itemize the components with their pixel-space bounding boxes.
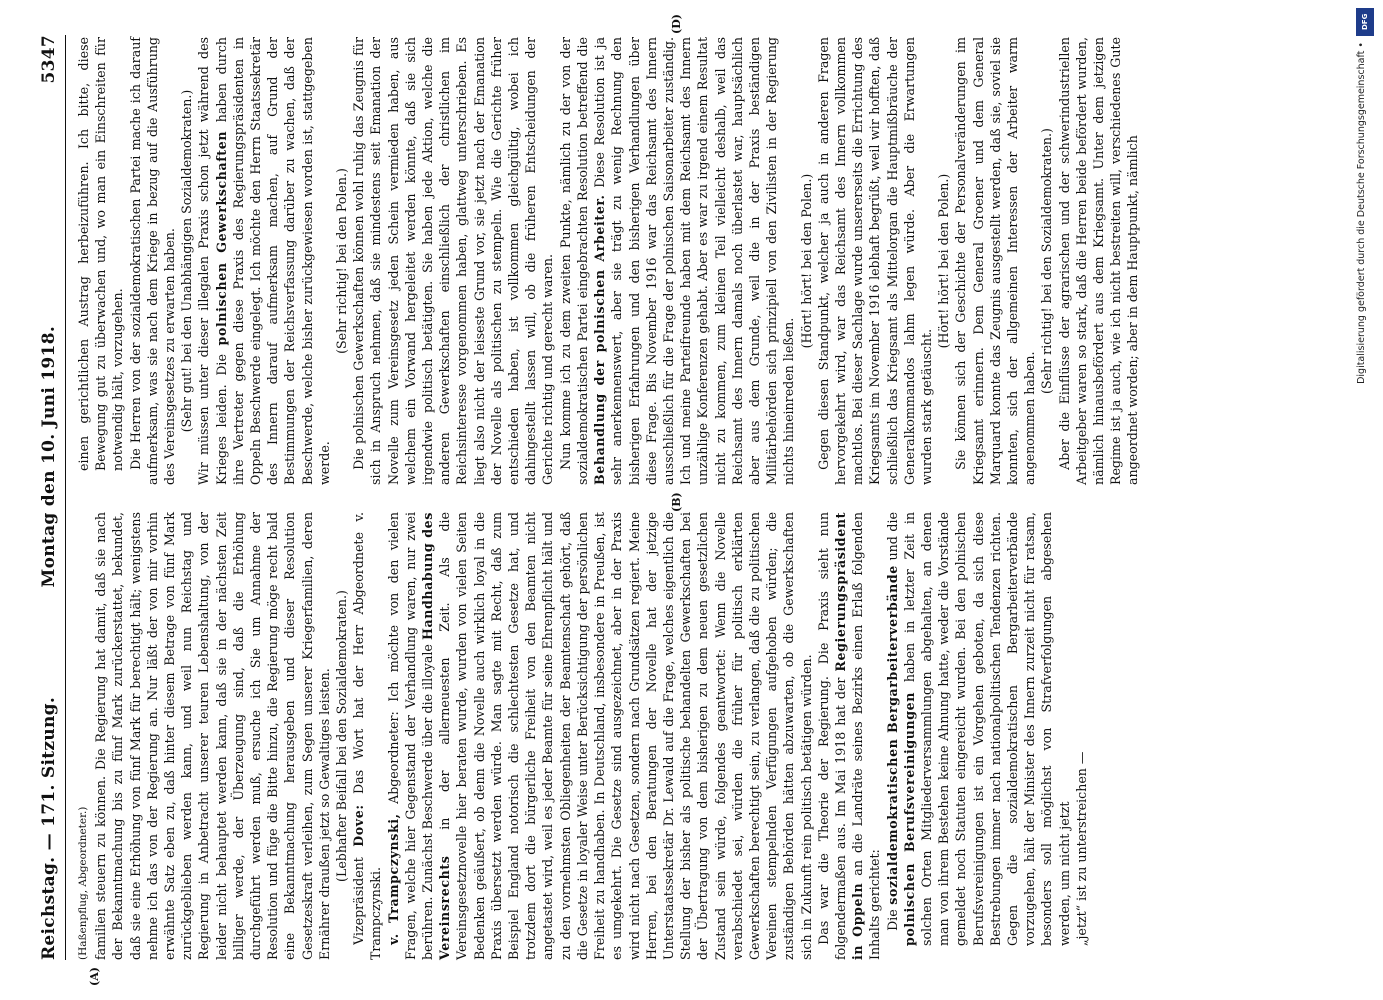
margin-mark-a: (A) (88, 967, 101, 986)
paragraph-text: Das Wort hat der Herr Abgeordnete v. Trampczynski. (351, 512, 384, 960)
paragraph-text: Nun komme ich zu dem zweiten Punkte, nämlich zu der von der sozialdemokratischen Partei eingebrachten Resolution betreffend die (557, 37, 590, 485)
paragraph-text: Die (884, 909, 900, 931)
interjection: (Lebhafter Beifall bei den Sozialdemokraten.) (334, 590, 350, 882)
speaker-role: Vizepräsident (351, 857, 367, 945)
paragraph-vice-president (350, 512, 384, 960)
header-date: Montag den 10. Juni 1918. (39, 325, 59, 588)
header-session-title: Reichstag. — 171. Sitzung. (39, 696, 59, 960)
paragraph (195, 37, 333, 485)
left-text-column (75, 512, 1090, 960)
quoted-decree (884, 512, 1073, 960)
emphasis-text: Regierungspräsident in Oppeln (832, 512, 866, 960)
paragraph: Die polnischen Gewerkschaften können wohl ruhig das Zeugnis für sich in Anspruch nehmen, daß sie mindestens seit Emanation der Novelle zum Vereinsgesetz jeden Schein vermieden haben, aus welchem ein Vorwand hergeleitet werden könnte, daß sie sich irgendwie politisch betätigten. Sie haben jede Aktion, welche die anderen Gewerkschaften einschließlich der christlichen im Reichsinteresse vorgenommen haben, glattweg unterschrieben. Es liegt also nicht der leiseste Grund vor, sie jetzt nach der Emanation der Novelle als politischen zu stempeln. Wie die Gerichte früher entschieden haben, ist vollkommen gleichgültig, wobei ich dahingestellt lassen will, ob die früheren Entscheidungen der Gerichte richtig und gerecht waren. (351, 37, 556, 485)
paragraph-text: und die (884, 512, 900, 561)
quote-footer: „jetzt“ ist zu unterstreichen — (1073, 751, 1089, 946)
speaker-name: v. Trampczynski, (385, 813, 401, 945)
margin-mark-d: (D) (670, 14, 683, 34)
speaker-name: Dove: (351, 804, 367, 847)
paragraph: einen gerichtlichen Austrag herbeizuführen. Ich bitte, diese Bewegung gut zu überwachen und, wo man ein Einschreiten für notwendig hält, vorzugehen. (76, 37, 126, 471)
paragraph-text: Wir müssen unter dieser illegalen Praxis schon jetzt während des Krieges leiden. Die (196, 37, 229, 485)
digitization-note: Digitalisierung gefördert durch die Deutsche Forschungsgemeinschaft • (1356, 42, 1367, 384)
rotated-scanned-page (30, 10, 1330, 990)
emphasis-text: Behandlung der polnischen Arbeiter. (592, 194, 608, 485)
paragraph: Gegen diesen Standpunkt, welcher ja auch in anderen Fragen hervorgekehrt wird, war das Reichsamt des Innern vollkommen machtlos. Bei dieser Sachlage wurde unsererseits die Errichtung des Kriegsamts im November 1916 lebhaft begrüßt, weil wir hofften, daß schließlich das Kriegsamt als Mittelorgan die Hauptmißbräuche der Generalkommandos lahm legen würde. Aber die Erwartungen wurden stark getäuscht. (815, 37, 934, 485)
paragraph (815, 512, 884, 960)
speaker-note: (Haßenpflug, Abgeordneter.) (77, 806, 89, 960)
margin-mark-b: (B) (670, 492, 683, 512)
interjection: (Sehr richtig! bei den Polen.) (334, 168, 350, 354)
emphasis-text: sozialdemokratischen Bergarbeiterverbände (884, 565, 900, 905)
paragraph-text: Diese Resolution ist ja sehr anerkennenswert, aber sie trägt zu wenig Rechnung den bisherigen Erfahrungen und den bisherigen Verhandlungen über diese Frage. Bis November 1916 war das Reichsamt des Innern ausschließlich für die Frage der polnischen Saisonarbeiter zuständig. Ich und meine Parteifreunde haben mit dem Reichsamt des Innern unzählige Konferenzen gehabt. Aber es war zu irgend einem Resultat nicht zu kommen, zum kleinen Teil vielleicht deshalb, weil das Reichsamt des Innern damals noch überlastet war, hauptsächlich aber aus dem Grunde, weil die in der Praxis beständigen Militärbehörden sich prinzipiell von den Zivilisten in der Regierung nichts hineinreden ließen. (592, 37, 797, 485)
paragraph-text: Abgeordneter: Ich möchte von den vielen Fragen, welche hier Gegenstand der Verhandlung waren, nur zwei berühren. Zunächst Beschwerde über die illoyale (385, 512, 436, 960)
paragraph (557, 37, 798, 485)
interjection: (Hört! hört! bei den Polen.) (936, 173, 952, 349)
interjection: (Sehr richtig! bei den Sozialdemokraten.) (1039, 128, 1055, 394)
paragraph: Aber die Einflüsse der agrarischen und der schwerindustriellen Arbeitgeber waren so stark, daß die Herren beide befördert wurden, nämlich hinausbefördert aus dem Kriegsamt. Unter dem jetzigen Regime ist ja auch, wie ich nicht bestreiten will, verschiedenes Gute angeordnet worden; aber in dem Hauptpunkt, nämlich (1056, 37, 1141, 485)
paragraph-text: Das war die Theorie der Regierung. Die Praxis sieht nun folgendermaßen aus. Im Mai 1918 hat der (815, 512, 848, 960)
paragraph: familien steuern zu können. Die Regierung hat damit, daß sie nach der Bekanntmachung bis zu fünf Mark zurückerstattet, bekundet, daß sie eine Erhöhung von fünf Mark für berechtigt hält; wenigstens nehme ich das von der Regierung an. Nur läßt der von mir vorhin erwähnte Satz eben zu, daß hinter diesem Betrage von fünf Mark zurückgeblieben werden kann, und weil nun Reichstag und Regierung in Anbetracht unserer teuren Lebenshaltung, von der leider nicht behauptet werden kann, daß sie in der nächsten Zeit billiger werde, der Überzeugung sind, daß die Erhöhung durchgeführt werden muß, ersuche ich Sie um Annahme der Resolution und füge die Bitte hinzu, die Regierung möge recht bald eine Bekanntmachung herausgeben und dieser Resolution Gesetzeskraft verleihen, zum Segen unserer Kriegerfamilien, deren Ernährer draußen jetzt so Gewaltiges leisten. (93, 512, 332, 960)
digitization-strip (1356, 8, 1374, 992)
page-number: 5347 (39, 35, 59, 84)
interjection: (Hört! hört! bei den Polen.) (798, 173, 814, 349)
paragraph-text: in der allerneuesten Zeit. Als die Vereinsgesetznovelle hier beraten wurde, wurden von vielen Seiten Bedenken geäußert, ob denn die Novelle auch wirklich loyal in die Praxis übersetzt werden würde. Man sagte mit Recht, daß zum Beispiel England notorisch die schlechtesten Gesetze hat, und trotzdem dort die bürgerliche Freiheit von den Beamten nicht angetastet wird, weil es jeder Beamte für seine Ehrenpflicht hält und zu den vornehmsten Obliegenheiten der Beamtenschaft gehört, daß die Gesetze in loyaler Weise unter Berücksichtigung der persönlichen Freiheit zu handhaben. In Deutschland, insbesondere in Preußen, ist es umgekehrt. Die Gesetze sind ausgezeichnet, aber in der Praxis wird nicht nach Gesetzen, sondern nach Grundsätzen regiert. Meine Herren, bei den Beratungen der Novelle hat der jetzige Unterstaatssekretär Dr. Lewald auf die Frage, welches eigentlich die Stellung der bisher als politische behandelten Gewerkschaften bei der Übertragung von dem bisherigen zu dem neuen gesetzlichen Zustand sein würde, folgendes geantwortet: Wenn die Novelle verabschiedet sei, würden die früher für politisch erklärten Gewerkschaften berechtigt sein, zu verlangen, daß die zu politischen Vereinen stempelnden Verfügungen aufgehoben würden; die zuständigen Behörden hätten abzuwarten, ob die Gewerkschaften sich in Zukunft rein politisch betätigen würden. (437, 512, 814, 960)
paragraph-speech (385, 512, 815, 960)
dfg-logo-icon: DFG (1356, 8, 1374, 36)
paragraph: Sie können sich der Geschichte der Personalveränderungen im Kriegsamt erinnern. Dem General Groener und dem General Marquard konnte das Zeugnis ausgestellt werden, daß sie, soviel sie konnten, sich der allgemeinen Interessen der Arbeiter warm angenommen haben. (953, 37, 1038, 485)
paragraph-text: haben in letzter Zeit in solchen Orten Mitgliederversammlungen abgehalten, an denen man von ihrem Bestehen keine Ahnung hatte, weder die Vorstände gemeldet noch Statuten eingereicht wurden. Bei den polnischen Berufsvereinigungen ist ein Vorgehen geboten, da sich diese Bestrebungen immer nach nationalpolitischen Tendenzen richten. Gegen die sozialdemokratischen Bergarbeiterverbände vorzugehen, hält der Minister des Innern zurzeit nicht für ratsam, besonders soll möglichst von Strafverfolgungen abgesehen werden, um nicht jetzt (901, 512, 1072, 946)
emphasis-text: polnischen Berufsvereinigungen (901, 691, 917, 946)
right-text-column (75, 37, 1142, 485)
emphasis-text: Handhabung des Vereinsrechts (420, 512, 453, 960)
header-date-and-page (39, 35, 59, 588)
paragraph-text: an die Landräte seines Bezirks einen Erlaß folgenden Inhalts gerichtet: (850, 512, 883, 960)
running-header (35, 35, 66, 960)
interjection: (Sehr gut! bei den Unabhängigen Sozialdemokraten.) (179, 89, 195, 433)
emphasis-text: polnischen Gewerkschaften (213, 130, 229, 346)
paragraph: Die Herren von der sozialdemokratischen Partei mache ich darauf aufmerksam, was sie nach dem Kriege in bezug auf die Ausführung des Vereinsgesetzes zu erwarten haben. (127, 37, 178, 485)
paragraph-text: haben durch ihre Vertreter gegen diese Praxis des Regierungspräsidenten in Oppeln Beschwerde eingelegt. Ich möchte den Herrn Staatssekretär des Innern darauf aufmerksam machen, auf Grund der Bestimmungen der Reichsverfassung darüber zu wachen, daß der Beschwerde, welche bisher zurückgewiesen worden ist, stattgegeben werde. (213, 37, 332, 485)
